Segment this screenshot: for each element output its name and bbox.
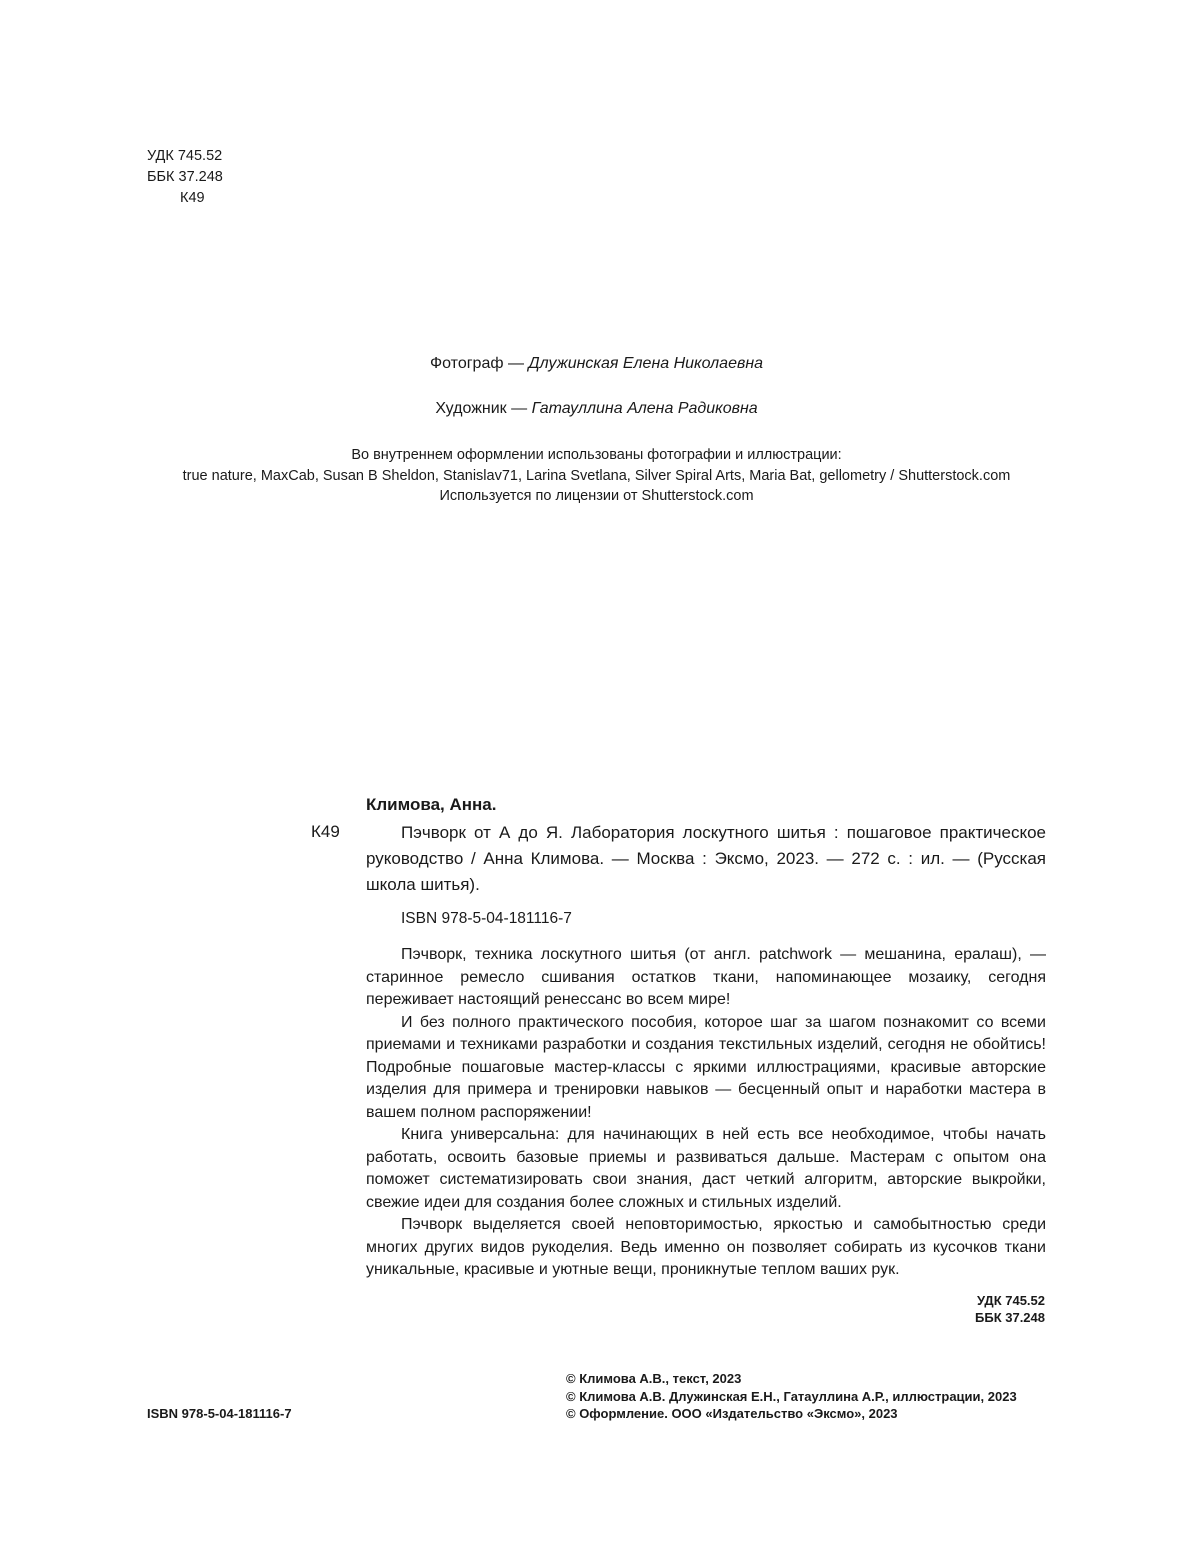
illustration-credits-line: true nature, MaxCab, Susan B Sheldon, Stanislav71, Larina Svetlana, Silver Spiral Arts, Maria Bat, gellometry / Shutterstock.com [182, 467, 1011, 484]
copyright-line: © Климова А.В. Длужинская Е.Н., Гатауллина А.Р., иллюстрации, 2023 [566, 1388, 1017, 1404]
author-code: К49 [180, 190, 205, 206]
udk-code: УДК 745.52 [147, 148, 223, 164]
illustration-credits-line: Используется по лицензии от Shutterstock.com [439, 488, 754, 504]
footer-udk: УДК 745.52 [977, 1293, 1045, 1308]
copyright-line: © Оформление. ООО «Издательство «Эксмо», 2023 [566, 1406, 898, 1421]
artist-role: Художник — [435, 400, 532, 417]
artist-credit [0, 400, 1193, 418]
photographer-credit [0, 355, 1193, 373]
photographer-name: Длужинская Елена Николаевна [528, 355, 764, 372]
catalog-isbn: ISBN 978-5-04-181116-7 [401, 910, 572, 927]
catalog-author: Климова, Анна. [366, 795, 497, 814]
annotation-paragraph: Пэчворк, техника лоскутного шитья (от англ. patchwork — мешанина, ералаш), — старинное ремесло сшивания остатков ткани, напоминающее мозаику, сегодня переживает настоящий ренессанс во всем мире! [366, 946, 1046, 1008]
footer-bbk: ББК 37.248 [975, 1310, 1045, 1325]
artist-name: Гатауллина Алена Радиковна [531, 400, 758, 417]
annotation-paragraph: И без полного практического пособия, которое шаг за шагом познакомит со всеми приемами и техниками разработки и создания текстильных изделий, сегодня не обойтись! Подробные пошаговые мастер-классы с яркими иллюстрациями, красивые авторские изделия для примера и тренировки навыков — бесценный опыт и наработки мастера в вашем полном распоряжении! [366, 1013, 1046, 1121]
photographer-role: Фотограф — [429, 355, 529, 372]
catalog-code: К49 [311, 822, 340, 841]
annotation-paragraph: Пэчворк выделяется своей неповторимостью, яркостью и самобытностью среди многих других видов рукоделия. Ведь именно он позволяет собирать из кусочков ткани уникальные, красивые и уютные вещи, проникнутые теплом ваших рук. [366, 1216, 1046, 1278]
bbk-code: ББК 37.248 [147, 169, 223, 185]
annotation [366, 944, 1046, 1282]
illustration-credits-line: Во внутреннем оформлении использованы фотографии и иллюстрации: [351, 447, 842, 463]
copyright-block [566, 1370, 1017, 1423]
illustration-credits [0, 445, 1193, 507]
footer-classification [870, 1292, 1045, 1326]
copyright-line: © Климова А.В., текст, 2023 [566, 1371, 742, 1386]
classification-codes [147, 146, 223, 209]
catalog-description [366, 820, 1046, 898]
catalog-description-text: Пэчворк от А до Я. Лаборатория лоскутного шитья : пошаговое практическое руководство / Анна Климова. — Москва : Эксмо, 2023. — 272 с. : ил. — (Русская школа шитья). [366, 823, 1046, 894]
annotation-paragraph: Книга универсальна: для начинающих в ней есть все необходимое, чтобы начать работать, освоить базовые приемы и развиваться дальше. Мастерам с опытом она поможет систематизировать свои знания, даст четкий алгоритм, авторские выкройки, свежие идеи для создания более сложных и стильных изделий. [366, 1126, 1046, 1211]
footer-isbn: ISBN 978-5-04-181116-7 [147, 1406, 292, 1421]
